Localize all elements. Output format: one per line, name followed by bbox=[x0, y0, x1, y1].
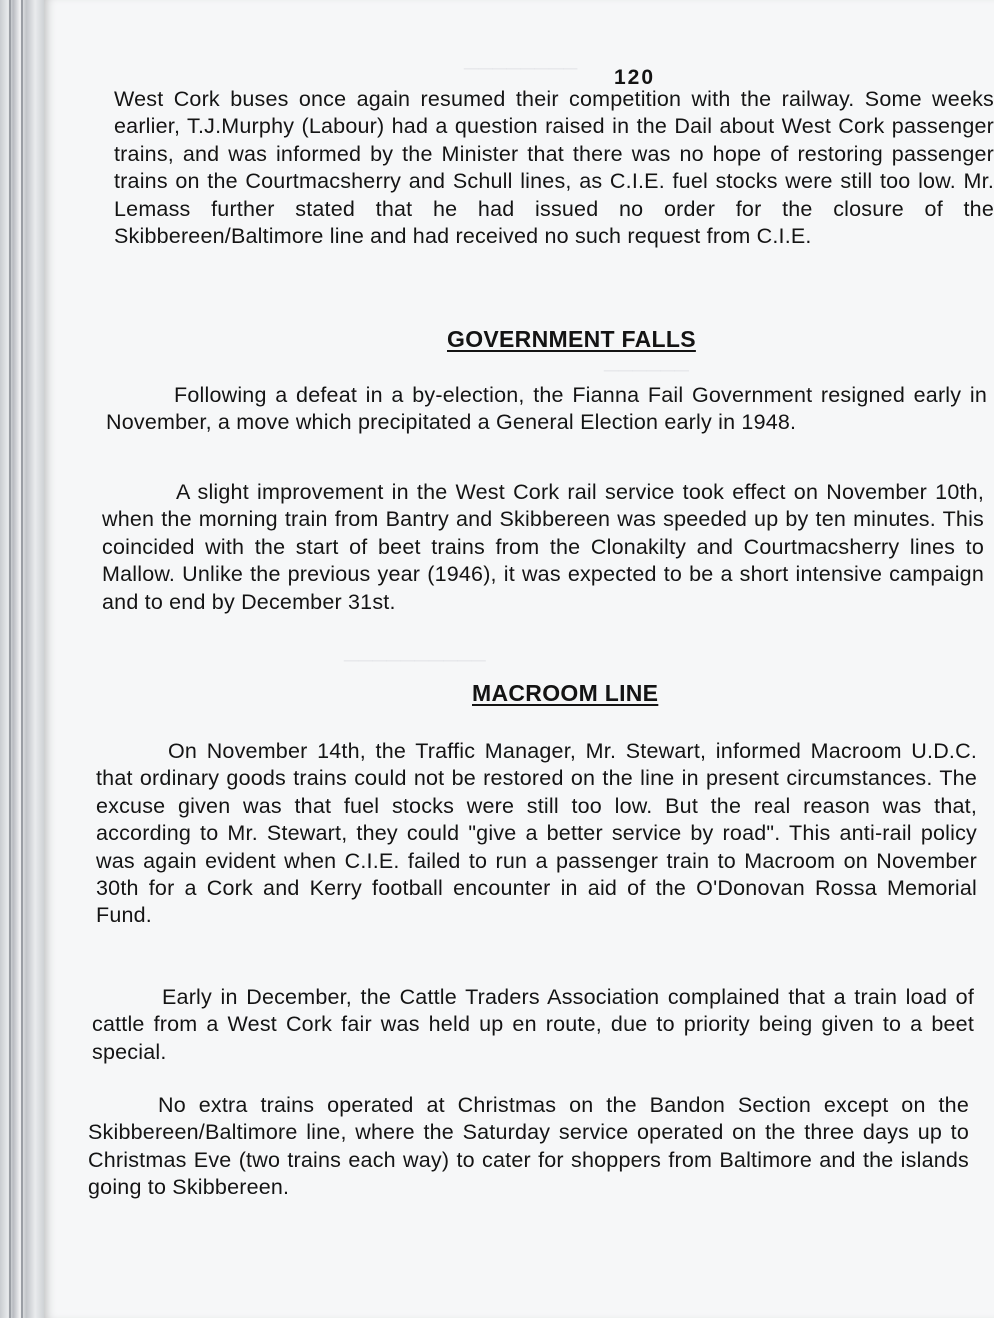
binder-line bbox=[9, 0, 11, 1318]
heading-macroom-line: MACROOM LINE bbox=[472, 680, 659, 706]
paragraph-macroom-goods-trains: On November 14th, the Traffic Manager, Mr. Stewart, informed Macroom U.D.C. that ordinary goods trains could not be restored on the line in present circumstances. The excuse given was that fuel stocks were still too low. But the real reason was that, according to Mr. Stewart, they could "give a better service by road". This anti-rail policy was again evident when C.I.E. failed to run a passenger train to Macroom on November 30th for a Cork and Kerry football encounter in aid of the O'Donovan Rossa Memorial Fund. bbox=[96, 739, 977, 928]
paragraph-government-resigned: Following a defeat in a by-election, the Fianna Fail Government resigned early in November, a move which precipitated a General Election early in 1948. bbox=[106, 383, 987, 435]
paragraph-cattle-traders: Early in December, the Cattle Traders Association complained that a train load of cattle from a West Cork fair was held up en route, due to priority being given to a beet special. bbox=[92, 985, 974, 1064]
binder-edge bbox=[0, 0, 44, 1318]
show-through-bleed: ────────── bbox=[344, 650, 486, 672]
paragraph-west-cork-buses: West Cork buses once again resumed their competition with the railway. Some weeks earlier, T.J.Murphy (Labour) had a question raised in the Dail about West Cork passenger trains, and was informed by the Minister that there was no hope of restoring passenger trains on the Courtmacsherry and Schull lines, as C.I.E. fuel stocks were still too low. Mr. Lemass further stated that he had issued no order for the closure of the Skibbereen/Baltimore line and had received no such request from C.I.E. bbox=[114, 87, 994, 249]
page-number: 120 bbox=[614, 66, 656, 89]
show-through-bleed: ──────── bbox=[464, 58, 578, 80]
paragraph-christmas-trains: No extra trains operated at Christmas on the Bandon Section except on the Skibbereen/Baltimore line, where the Saturday service operated on the three days up to Christmas Eve (two trains each way) to cater for shoppers from Baltimore and the islands going to Skibbereen. bbox=[88, 1093, 969, 1200]
show-through-bleed: ────── bbox=[604, 360, 690, 382]
heading-government-falls: GOVERNMENT FALLS bbox=[447, 326, 696, 352]
paragraph-rail-service-improvement: A slight improvement in the West Cork rail service took effect on November 10th, when the morning train from Bantry and Skibbereen was speeded up by ten minutes. This coincided with the start of beet trains from the Clonakilty and Courtmacsherry lines to Mallow. Unlike the previous year (1946), it was expected to be a short intensive campaign and to end by December 31st. bbox=[102, 480, 984, 614]
document-page bbox=[44, 0, 994, 1318]
binder-line bbox=[21, 0, 23, 1318]
